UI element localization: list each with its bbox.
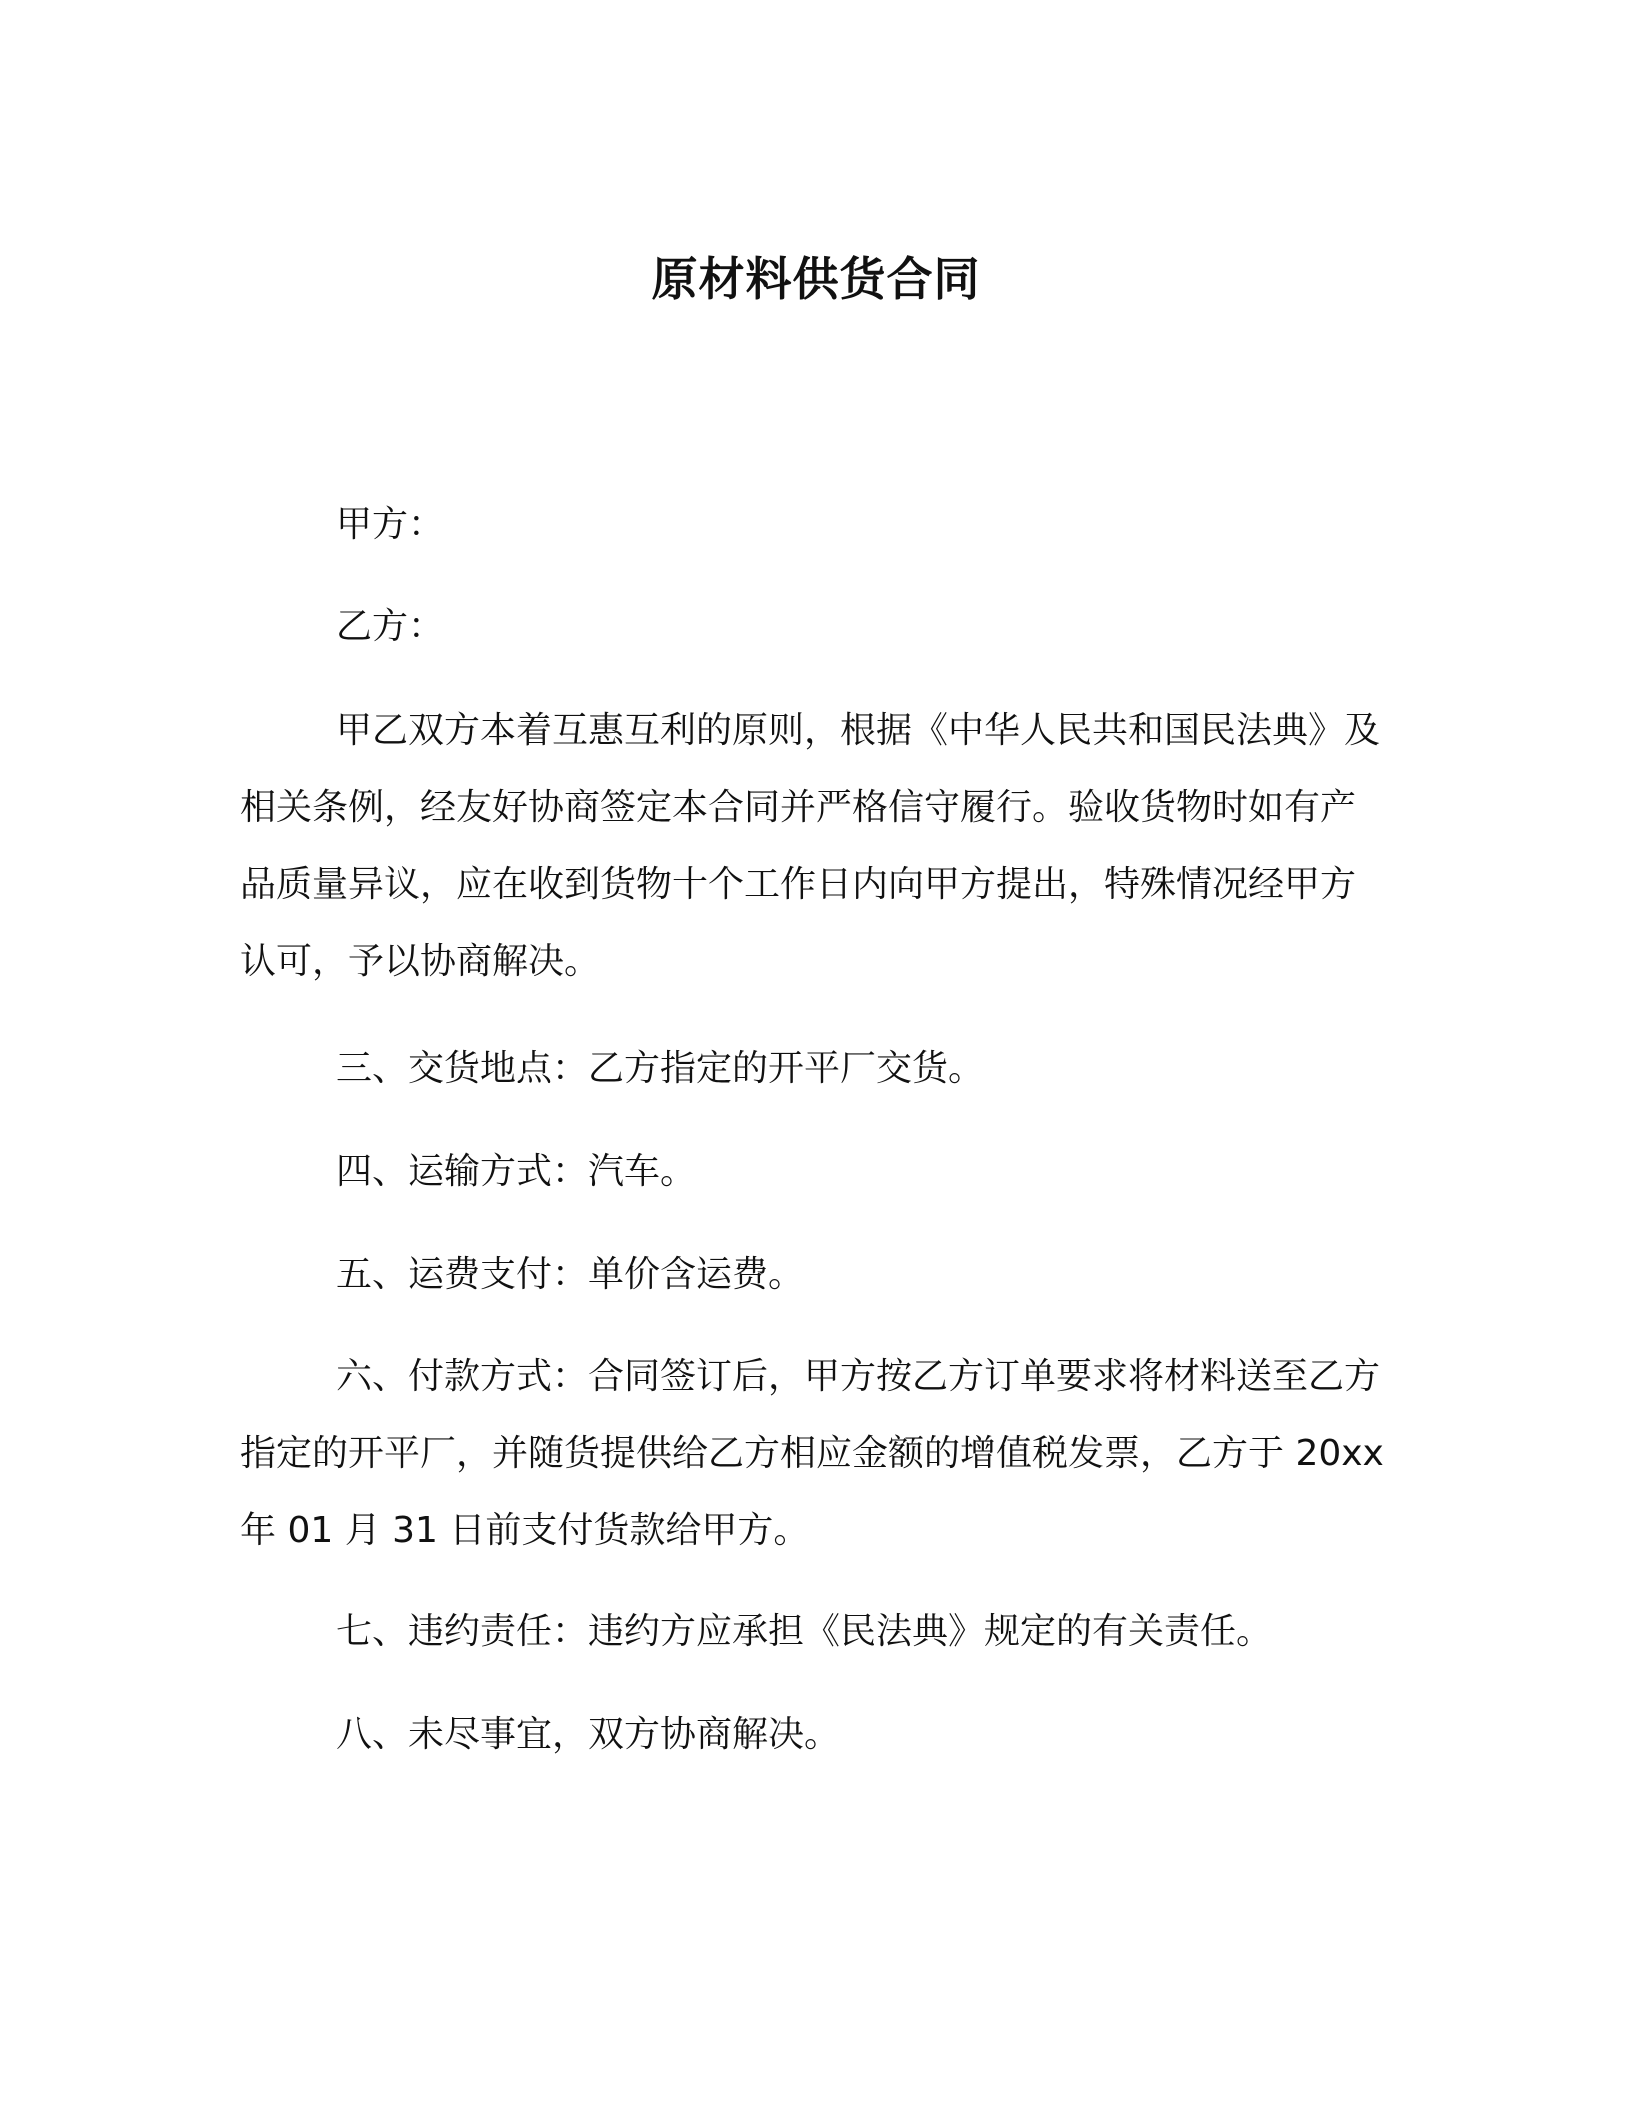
intro-paragraph: 甲乙双方本着互惠互利的原则，根据《中华人民共和国民法典》及相关条例，经友好协商签定本合同并严格信守履行。验收货物时如有产品质量异议，应在收到货物十个工作日内向甲方提出，特殊情况经甲方认可，予以协商解决。 (240, 710, 1381, 982)
clause-other-matters: 八、未尽事宜，双方协商解决。 (336, 1714, 841, 1755)
party-a-line: 甲方： (336, 504, 445, 545)
clause-transport-method: 四、运输方式：汽车。 (336, 1151, 697, 1192)
clause-breach-liability: 七、违约责任：违约方应承担《民法典》规定的有关责任。 (336, 1611, 1273, 1652)
clause-freight-payment: 五、运费支付：单价含运费。 (336, 1254, 805, 1295)
party-b-line: 乙方： (336, 606, 445, 647)
clause-delivery-location: 三、交货地点：乙方指定的开平厂交货。 (336, 1048, 985, 1089)
document-title: 原材料供货合同 (651, 251, 981, 306)
clause-payment-method: 六、付款方式：合同签订后，甲方按乙方订单要求将材料送至乙方指定的开平厂，并随货提供给乙方相应金额的增值税发票，乙方于 20xx 年 01 月 31 日前支付货款给甲方。 (240, 1356, 1384, 1551)
